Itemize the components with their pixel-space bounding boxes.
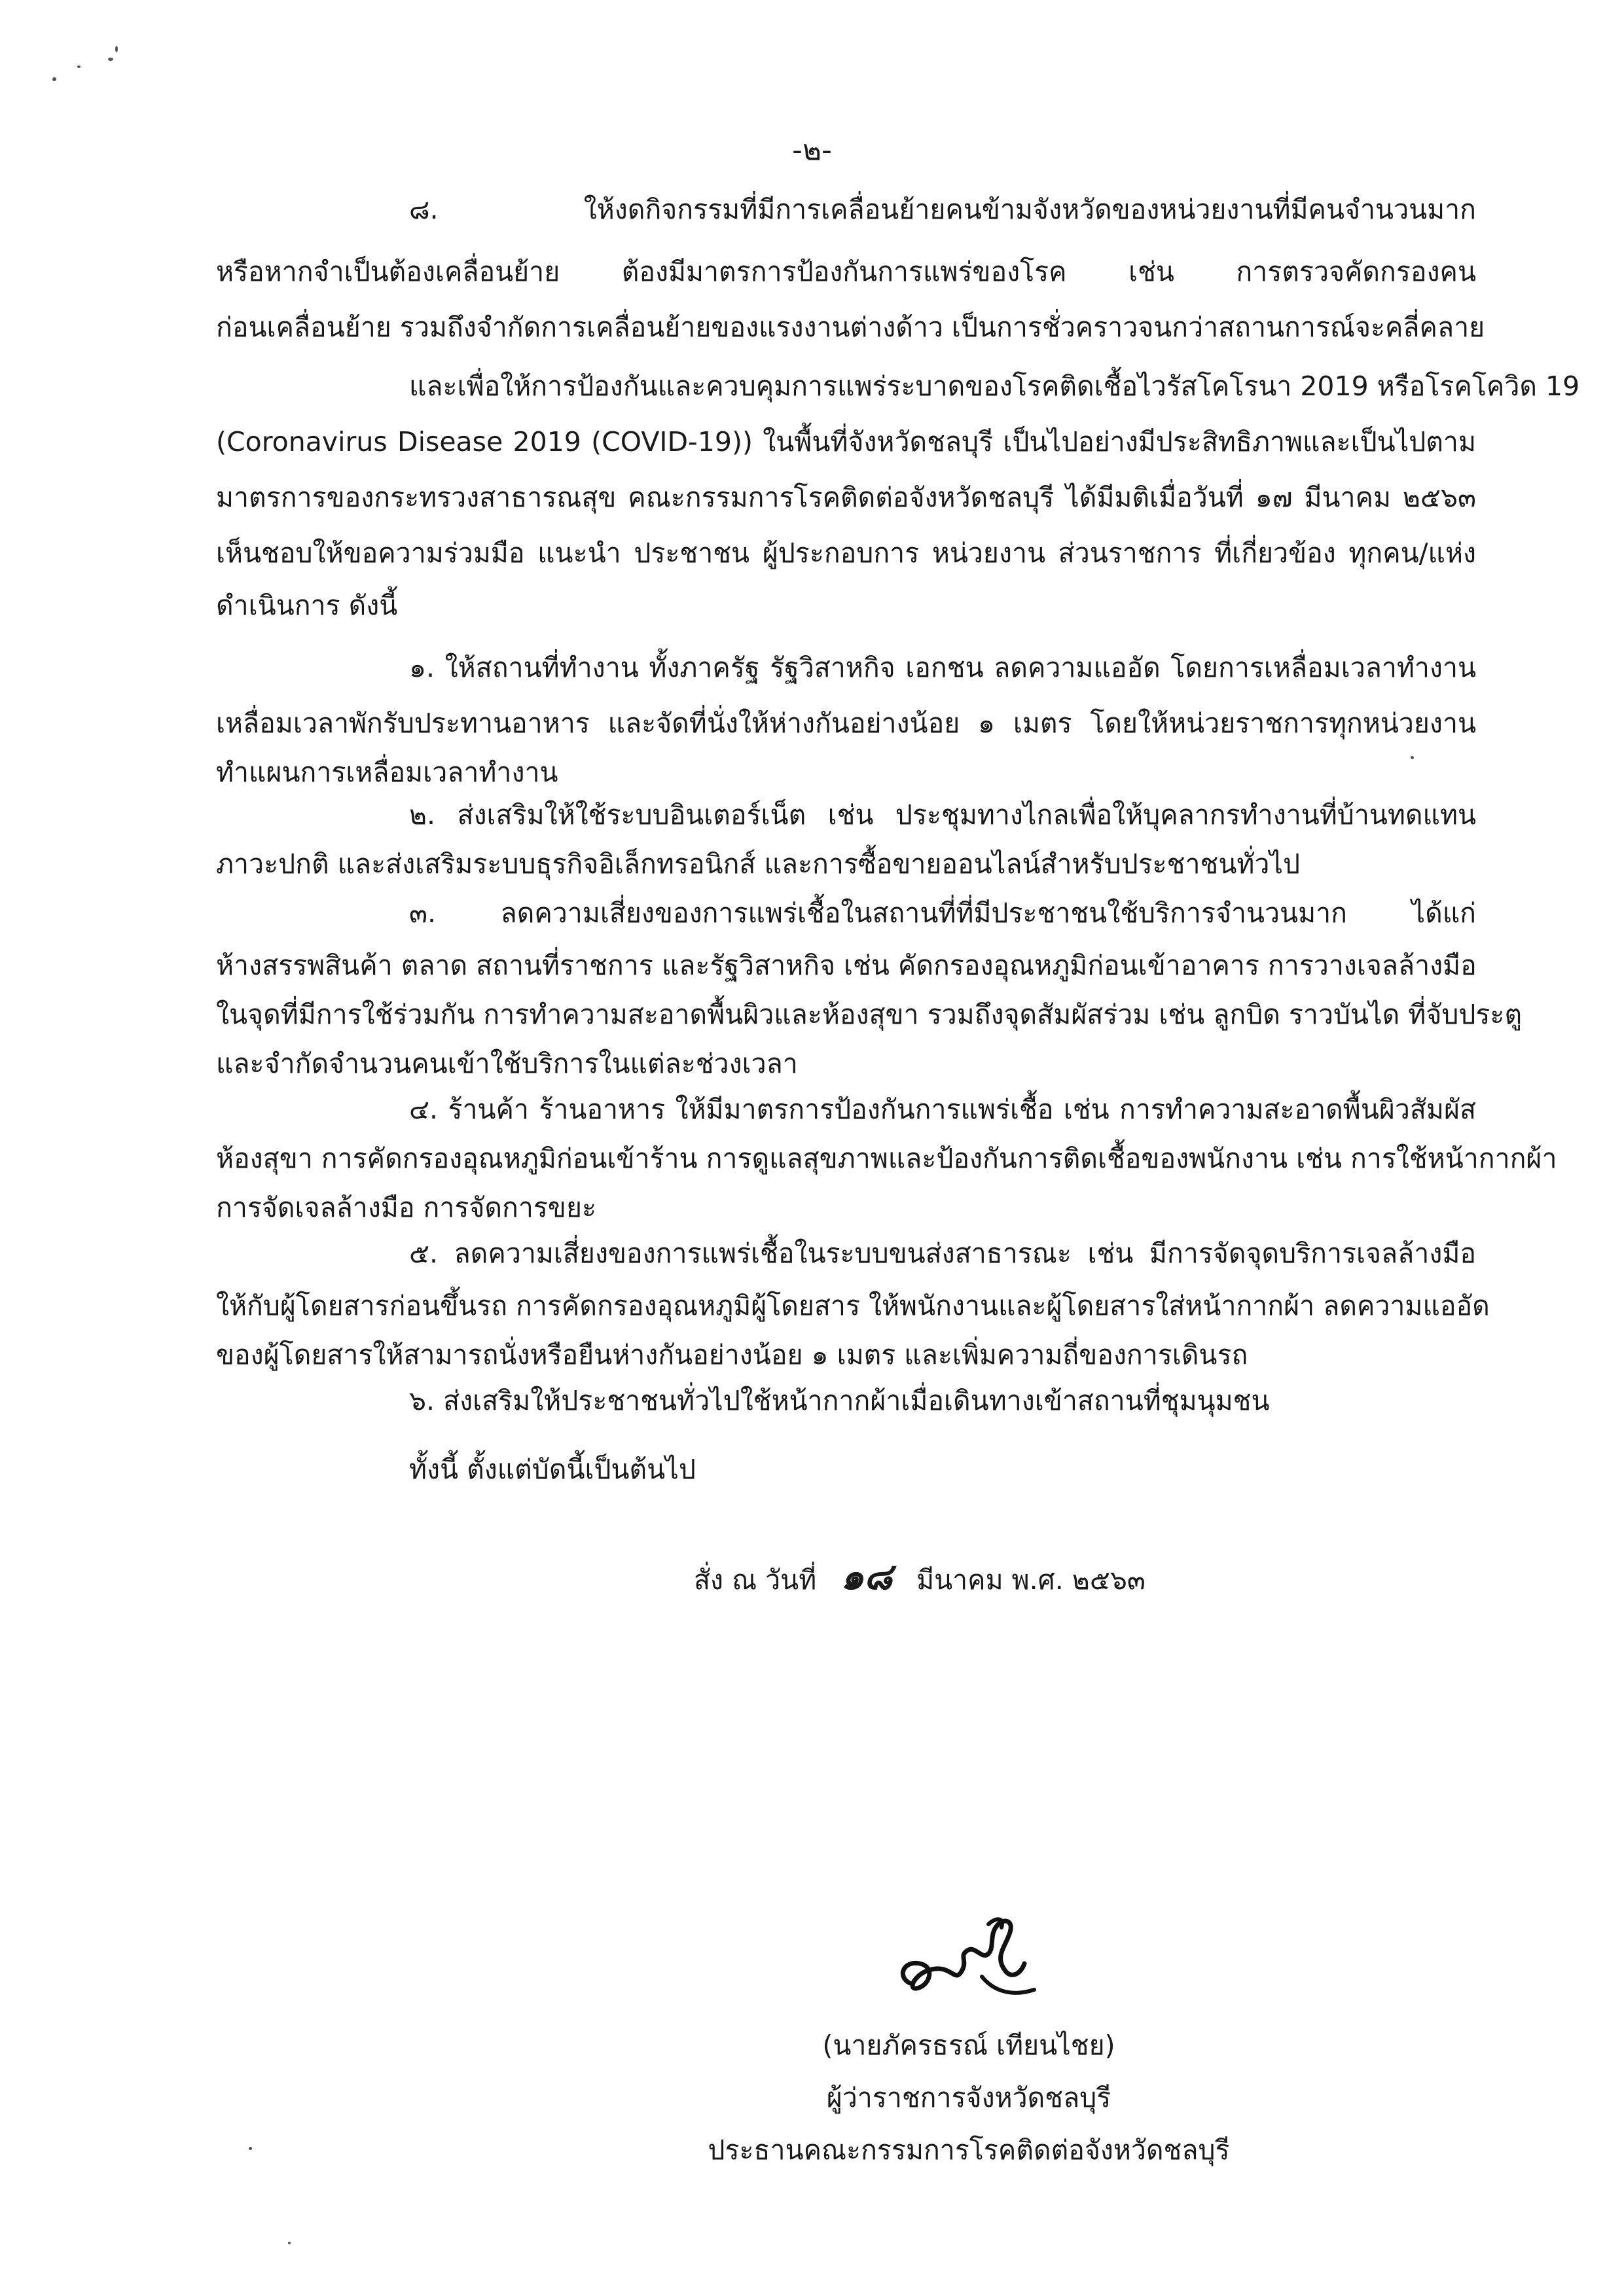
- item3-line1: ๓. ลดความเสี่ยงของการแพร่เชื้อในสถานที่ที่มีประชาชนใช้บริการจำนวนมาก ได้แก่: [409, 897, 1476, 929]
- item2-line1: ๒. ส่งเสริมให้ใช้ระบบอินเตอร์เน็ต เช่น ประชุมทางไกลเพื่อให้บุคลากรทำงานที่บ้านทดแทน: [409, 799, 1476, 831]
- handwritten-signature: [890, 1898, 1047, 2016]
- intro-line4: เห็นชอบให้ขอความร่วมมือ แนะนำ ประชาชน ผู้ประกอบการ หน่วยงาน ส่วนราชการ ที่เกี่ยวข้อง ทุกคน/แห่ง: [216, 537, 1476, 569]
- scan-speck: [77, 65, 81, 68]
- item3-line2: ห้างสรรพสินค้า ตลาด สถานที่ราชการ และรัฐวิสาหกิจ เช่น คัดกรองอุณหภูมิก่อนเข้าอาคาร การวางเจลล้างมือ: [216, 950, 1477, 981]
- item3-line3: ในจุดที่มีการใช้ร่วมกัน การทำความสะอาดพื้นผิวและห้องสุขา รวมถึงจุดสัมผัสร่วม เช่น ลูกบิด ราวบันได ที่จับประตู: [216, 999, 1523, 1030]
- item2-line2: ภาวะปกติ และส่งเสริมระบบธุรกิจอิเล็กทรอนิกส์ และการซื้อขายออนไลน์สำหรับประชาชนทั่วไป: [216, 848, 1301, 880]
- order-date-month-year: มีนาคม พ.ศ. ๒๕๖๓: [916, 1564, 1146, 1596]
- order-date-prefix: สั่ง ณ วันที่: [694, 1564, 817, 1596]
- page-number: -๒-: [792, 134, 832, 167]
- scan-speck: [52, 77, 56, 81]
- signer-position-chair: ประธานคณะกรรมการโรคติดต่อจังหวัดชลบุรี: [708, 2134, 1230, 2166]
- item4-line2: ห้องสุขา การคัดกรองอุณหภูมิก่อนเข้าร้าน การดูแลสุขภาพและป้องกันการติดเชื้อของพนักงาน เช่น การใช้หน้ากากผ้า: [216, 1143, 1557, 1174]
- item1-line3: ทำแผนการเหลื่อมเวลาทำงาน: [216, 757, 558, 788]
- intro-line2: (Coronavirus Disease 2019 (COVID-19)) ในพื้นที่จังหวัดชลบุรี เป็นไปอย่างมีประสิทธิภาพและเป็นไปตาม: [216, 426, 1476, 457]
- signer-name: (นายภัครธรณ์ เทียนไชย): [822, 2030, 1115, 2061]
- item8-line3: ก่อนเคลื่อนย้าย รวมถึงจำกัดการเคลื่อนย้ายของแรงงานต่างด้าว เป็นการชั่วคราวจนกว่าสถานการณ์จะคลี่คลาย: [216, 312, 1485, 343]
- intro-line5: ดำเนินการ ดังนี้: [216, 590, 398, 621]
- scan-speck: [288, 2242, 291, 2244]
- item5-line2: ให้กับผู้โดยสารก่อนขึ้นรถ การคัดกรองอุณหภูมิผู้โดยสาร ให้พนักงานและผู้โดยสารใส่หน้ากากผ้า ลดความแออัด: [216, 1290, 1490, 1321]
- item8-line2: หรือหากจำเป็นต้องเคลื่อนย้าย ต้องมีมาตรการป้องกันการแพร่ของโรค เช่น การตรวจคัดกรองคน: [216, 256, 1476, 287]
- intro-line1: และเพื่อให้การป้องกันและควบคุมการแพร่ระบาดของโรคติดเชื้อไวรัสโคโรนา 2019 หรือโรคโควิด 19: [409, 370, 1580, 402]
- scan-speck: [249, 2147, 252, 2150]
- order-date: [694, 1554, 1146, 1603]
- intro-line3: มาตรการของกระทรวงสาธารณสุข คณะกรรมการโรคติดต่อจังหวัดชลบุรี ได้มีมติเมื่อวันที่ ๑๗ มีนาคม ๒๕๖๓: [216, 482, 1476, 513]
- item3-line4: และจำกัดจำนวนคนเข้าใช้บริการในแต่ละช่วงเวลา: [216, 1048, 798, 1079]
- item4-line1: ๔. ร้านค้า ร้านอาหาร ให้มีมาตรการป้องกันการแพร่เชื้อ เช่น การทำความสะอาดพื้นผิวสัมผัส: [409, 1094, 1476, 1125]
- signer-position-governor: ผู้ว่าราชการจังหวัดชลบุรี: [826, 2082, 1111, 2113]
- item6-line1: ๖. ส่งเสริมให้ประชาชนทั่วไปใช้หน้ากากผ้าเมื่อเดินทางเข้าสถานที่ชุมนุมชน: [409, 1385, 1270, 1416]
- item1-line1: ๑. ให้สถานที่ทำงาน ทั้งภาครัฐ รัฐวิสาหกิจ เอกชน ลดความแออัด โดยการเหลื่อมเวลาทำงาน: [409, 652, 1476, 683]
- item8-line1: ๘. ให้งดกิจกรรมที่มีการเคลื่อนย้ายคนข้ามจังหวัดของหน่วยงานที่มีคนจำนวนมาก: [409, 194, 1476, 225]
- scan-speck: [1411, 756, 1414, 759]
- order-date-day: ๑๘: [840, 1556, 893, 1598]
- item4-line3: การจัดเจลล้างมือ การจัดการขยะ: [216, 1192, 596, 1223]
- item1-line2: เหลื่อมเวลาพักรับประทานอาหาร และจัดที่นั่งให้ห่างกันอย่างน้อย ๑ เมตร โดยให้หน่วยราชการทุกหน่วยงาน: [216, 708, 1476, 739]
- item5-line3: ของผู้โดยสารให้สามารถนั่งหรือยืนห่างกันอย่างน้อย ๑ เมตร และเพิ่มความถี่ของการเดินรถ: [216, 1339, 1248, 1371]
- item5-line1: ๕. ลดความเสี่ยงของการแพร่เชื้อในระบบขนส่งสาธารณะ เช่น มีการจัดจุดบริการเจลล้างมือ: [409, 1238, 1476, 1269]
- scan-speck: [115, 46, 118, 52]
- scan-speck: [108, 58, 113, 61]
- effective-statement: ทั้งนี้ ตั้งแต่บัดนี้เป็นต้นไป: [409, 1454, 696, 1485]
- signature-block: [674, 2019, 1263, 2176]
